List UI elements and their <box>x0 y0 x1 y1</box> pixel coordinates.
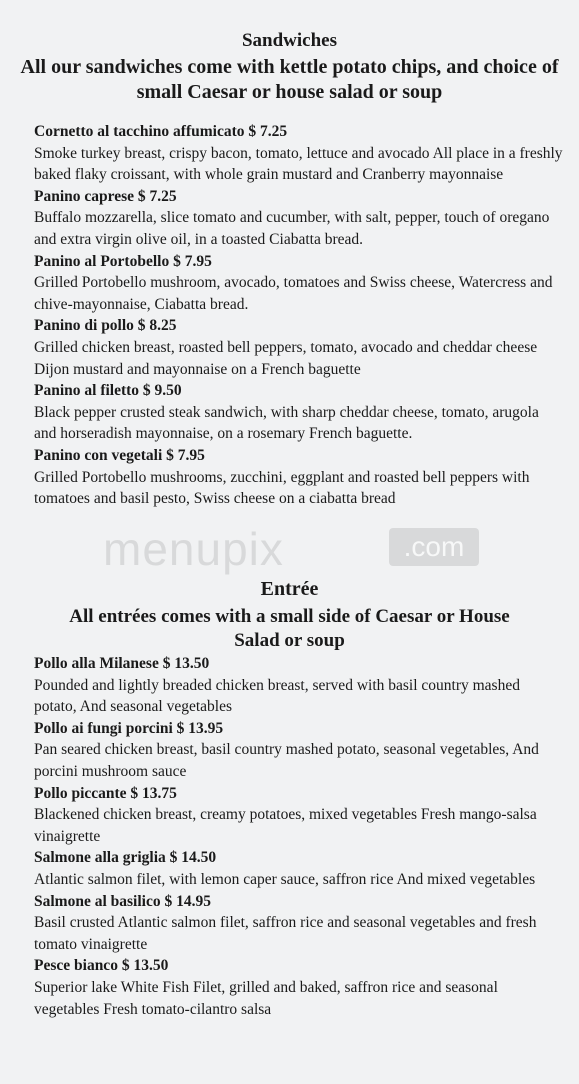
item-description: Pounded and lightly breaded chicken breast, served with basil country mashed potato, And seasonal vegetables <box>34 676 520 716</box>
item-description: Grilled chicken breast, roasted bell peppers, tomato, avocado and cheddar cheese Dijon mustard and mayonnaise on a French baguette <box>34 338 538 378</box>
menu-item <box>34 783 564 848</box>
item-name: Pesce bianco $ 13.50 <box>34 957 169 975</box>
menu-item <box>34 186 564 251</box>
item-name: Panino al Portobello $ 7.95 <box>34 252 212 270</box>
item-name: Panino caprese $ 7.25 <box>34 187 177 205</box>
item-description: Blackened chicken breast, creamy potatoes, mixed vegetables Fresh mango-salsa vinaigrette <box>34 806 537 845</box>
item-description: Grilled Portobello mushroom, avocado, tomatoes and Swiss cheese, Watercress and chive-mayonnaise, Ciabatta bread. <box>34 274 553 313</box>
entree-title: Entrée <box>260 578 319 600</box>
item-name: Panino di pollo $ 8.25 <box>34 317 177 335</box>
item-description: Grilled Portobello mushrooms, zucchini, eggplant and roasted bell peppers with tomatoes and basil pesto, Swiss cheese on a ciabatta bread <box>34 468 530 508</box>
menu-item <box>34 445 564 510</box>
menu-item <box>34 955 564 1020</box>
item-name: Cornetto al tacchino affumicato $ 7.25 <box>34 123 288 140</box>
watermark-text: menupix <box>103 523 284 575</box>
menu-item <box>34 380 564 445</box>
entree-list <box>34 653 564 1020</box>
item-name: Panino al filetto $ 9.50 <box>34 382 182 400</box>
item-name: Salmone alla griglia $ 14.50 <box>34 849 217 867</box>
menu-item <box>34 718 564 783</box>
item-description: Pan seared chicken breast, basil country mashed potato, seasonal vegetables, And porcini mushroom sauce <box>34 741 539 780</box>
item-description: Black pepper crusted steak sandwich, with sharp cheddar cheese, tomato, arugola and horseradish mayonnaise, on a rosemary French baguette. <box>34 403 539 443</box>
entree-subtitle: All entrées comes with a small side of Caesar or House Salad or soup <box>69 606 510 651</box>
sandwiches-list <box>34 121 564 510</box>
menupix-watermark <box>103 522 483 574</box>
item-name: Salmone al basilico $ 14.95 <box>34 892 211 910</box>
watermark-suffix: .com <box>389 528 479 566</box>
menu-item <box>34 891 564 956</box>
menu-item <box>34 251 564 316</box>
sandwiches-subtitle: All our sandwiches come with kettle potato chips, and choice of small Caesar or house salad or soup <box>20 56 559 103</box>
menu-item <box>34 315 564 380</box>
item-description: Smoke turkey breast, crispy bacon, tomato, lettuce and avocado All place in a freshly baked flaky croissant, with whole grain mustard and Cranberry mayonnaise <box>34 144 563 184</box>
menu-item <box>34 121 564 186</box>
menu-item <box>34 653 564 718</box>
item-name: Panino con vegetali $ 7.95 <box>34 446 205 464</box>
item-description: Superior lake White Fish Filet, grilled and baked, saffron rice and seasonal vegetables Fresh tomato-cilantro salsa <box>34 978 498 1018</box>
menu-item <box>34 847 564 890</box>
item-name: Pollo ai fungi porcini $ 13.95 <box>34 719 224 737</box>
item-description: Buffalo mozzarella, slice tomato and cucumber, with salt, pepper, touch of oregano and extra virgin olive oil, in a toasted Ciabatta bread. <box>34 209 550 248</box>
item-name: Pollo alla Milanese $ 13.50 <box>34 655 210 672</box>
item-description: Atlantic salmon filet, with lemon caper sauce, saffron rice And mixed vegetables <box>34 870 536 888</box>
item-name: Pollo piccante $ 13.75 <box>34 784 177 802</box>
sandwiches-title: Sandwiches <box>241 30 338 51</box>
item-description: Basil crusted Atlantic salmon filet, saffron rice and seasonal vegetables and fresh tomato vinaigrette <box>34 914 537 953</box>
